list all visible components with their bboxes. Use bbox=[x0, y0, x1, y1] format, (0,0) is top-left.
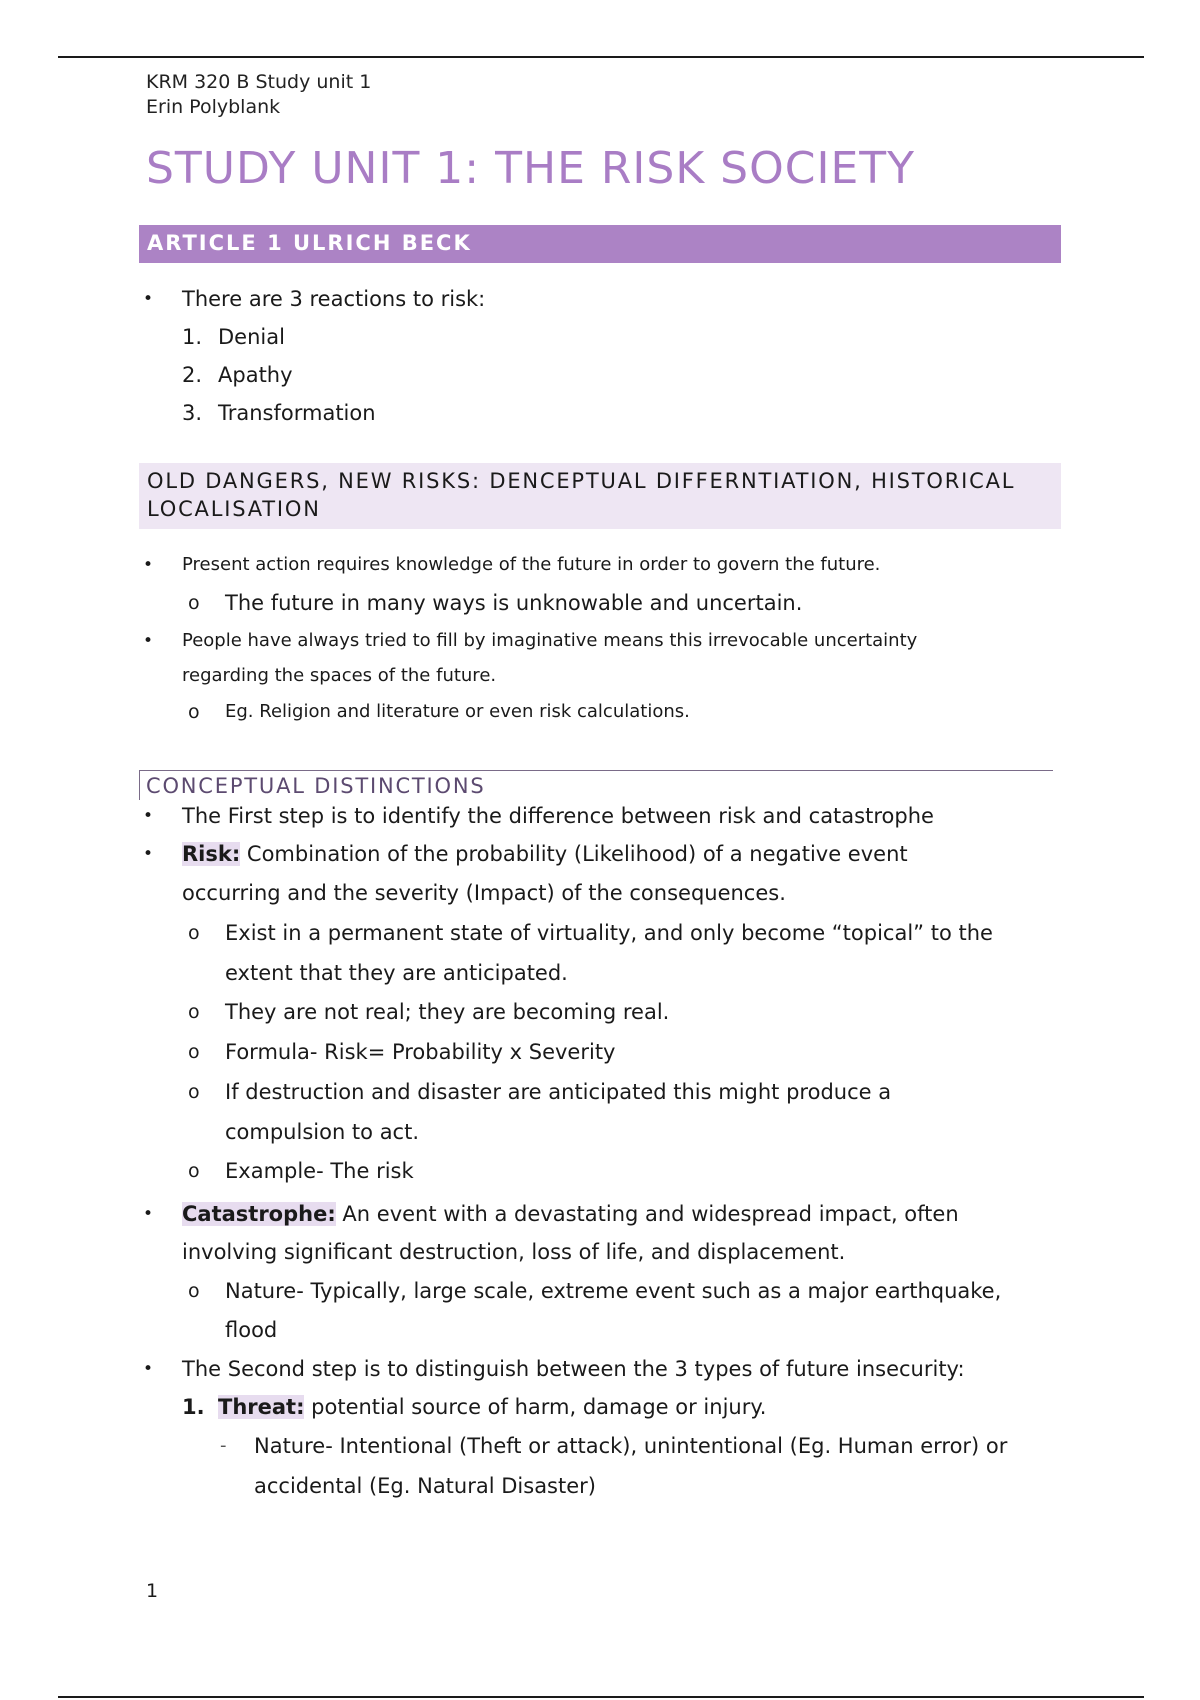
risk-definition-text: Combination of the probability (Likelihood) of a negative event bbox=[240, 842, 908, 866]
sub-bullet-icon: o bbox=[188, 701, 200, 723]
list-number: 2. bbox=[182, 363, 203, 387]
threat-definition-text: potential source of harm, damage or injury. bbox=[304, 1395, 767, 1419]
bullet-icon: • bbox=[143, 1359, 154, 1379]
list-item-continued: extent that they are anticipated. bbox=[225, 961, 568, 985]
sub-bullet-icon: o bbox=[188, 592, 200, 614]
list-number: 1. bbox=[182, 1395, 205, 1419]
list-item: Apathy bbox=[218, 363, 293, 387]
sub-bullet-icon: o bbox=[188, 1041, 200, 1063]
bottom-rule bbox=[58, 1696, 1144, 1698]
document-header bbox=[146, 70, 371, 120]
list-item-continued: accidental (Eg. Natural Disaster) bbox=[254, 1474, 596, 1498]
list-item: If destruction and disaster are anticipated this might produce a bbox=[225, 1080, 892, 1104]
list-item-continued: compulsion to act. bbox=[225, 1120, 420, 1144]
sub-bullet-icon: o bbox=[188, 1160, 200, 1182]
top-rule bbox=[58, 56, 1144, 58]
list-number: 3. bbox=[182, 401, 203, 425]
risk-term: Risk: bbox=[182, 842, 241, 866]
list-item-continued: regarding the spaces of the future. bbox=[182, 665, 497, 686]
heading-line: OLD DANGERS, NEW RISKS: DENCEPTUAL DIFFERNTIATION, HISTORICAL bbox=[147, 469, 1016, 493]
section-heading-old-dangers bbox=[139, 463, 1061, 529]
list-item: Denial bbox=[218, 325, 285, 349]
list-item: Exist in a permanent state of virtuality, and only become “topical” to the bbox=[225, 921, 993, 945]
section-heading-article-1: ARTICLE 1 ULRICH BECK bbox=[139, 225, 1061, 263]
list-item: Nature- Typically, large scale, extreme event such as a major earthquake, bbox=[225, 1279, 1002, 1303]
dash-bullet-icon: - bbox=[220, 1435, 227, 1456]
list-item: Present action requires knowledge of the future in order to govern the future. bbox=[182, 554, 881, 575]
page-number: 1 bbox=[146, 1580, 159, 1602]
author-label: Erin Polyblank bbox=[146, 96, 281, 118]
sub-bullet-icon: o bbox=[188, 1001, 200, 1023]
catastrophe-definition bbox=[182, 1200, 959, 1228]
risk-definition bbox=[182, 840, 908, 868]
sub-bullet-icon: o bbox=[188, 1280, 200, 1302]
list-item: The First step is to identify the difference between risk and catastrophe bbox=[182, 804, 934, 828]
list-item: Eg. Religion and literature or even risk calculations. bbox=[225, 701, 690, 722]
list-item: The future in many ways is unknowable and uncertain. bbox=[225, 591, 803, 615]
threat-term: Threat: bbox=[218, 1395, 305, 1419]
list-item-continued: flood bbox=[225, 1318, 278, 1342]
catastrophe-definition-text: An event with a devastating and widespread impact, often bbox=[335, 1202, 959, 1226]
list-item: Example- The risk bbox=[225, 1159, 414, 1183]
list-item: The Second step is to distinguish between the 3 types of future insecurity: bbox=[182, 1357, 965, 1381]
list-item: They are not real; they are becoming real. bbox=[225, 1000, 670, 1024]
catastrophe-term: Catastrophe: bbox=[182, 1202, 336, 1226]
threat-definition bbox=[218, 1393, 766, 1421]
page-title: STUDY UNIT 1: THE RISK SOCIETY bbox=[146, 143, 915, 194]
sub-bullet-icon: o bbox=[188, 1081, 200, 1103]
list-item: Nature- Intentional (Theft or attack), unintentional (Eg. Human error) or bbox=[254, 1434, 1008, 1458]
bullet-icon: • bbox=[143, 1204, 154, 1224]
bullet-icon: • bbox=[143, 806, 154, 826]
bullet-icon: • bbox=[143, 844, 154, 864]
bullet-icon: • bbox=[143, 289, 154, 309]
bullet-icon: • bbox=[143, 631, 154, 651]
heading-line: LOCALISATION bbox=[147, 497, 321, 521]
list-item: Formula- Risk= Probability x Severity bbox=[225, 1040, 616, 1064]
list-number: 1. bbox=[182, 325, 203, 349]
list-item: People have always tried to fill by imaginative means this irrevocable uncertainty bbox=[182, 630, 918, 651]
reactions-intro: There are 3 reactions to risk: bbox=[182, 287, 486, 311]
section-heading-conceptual-distinctions: CONCEPTUAL DISTINCTIONS bbox=[139, 770, 1053, 800]
sub-bullet-icon: o bbox=[188, 922, 200, 944]
list-item-continued: involving significant destruction, loss of life, and displacement. bbox=[182, 1240, 846, 1264]
bullet-icon: • bbox=[143, 555, 154, 575]
list-item-continued: occurring and the severity (Impact) of the consequences. bbox=[182, 881, 786, 905]
course-label: KRM 320 B Study unit 1 bbox=[146, 71, 372, 93]
list-item: Transformation bbox=[218, 401, 376, 425]
